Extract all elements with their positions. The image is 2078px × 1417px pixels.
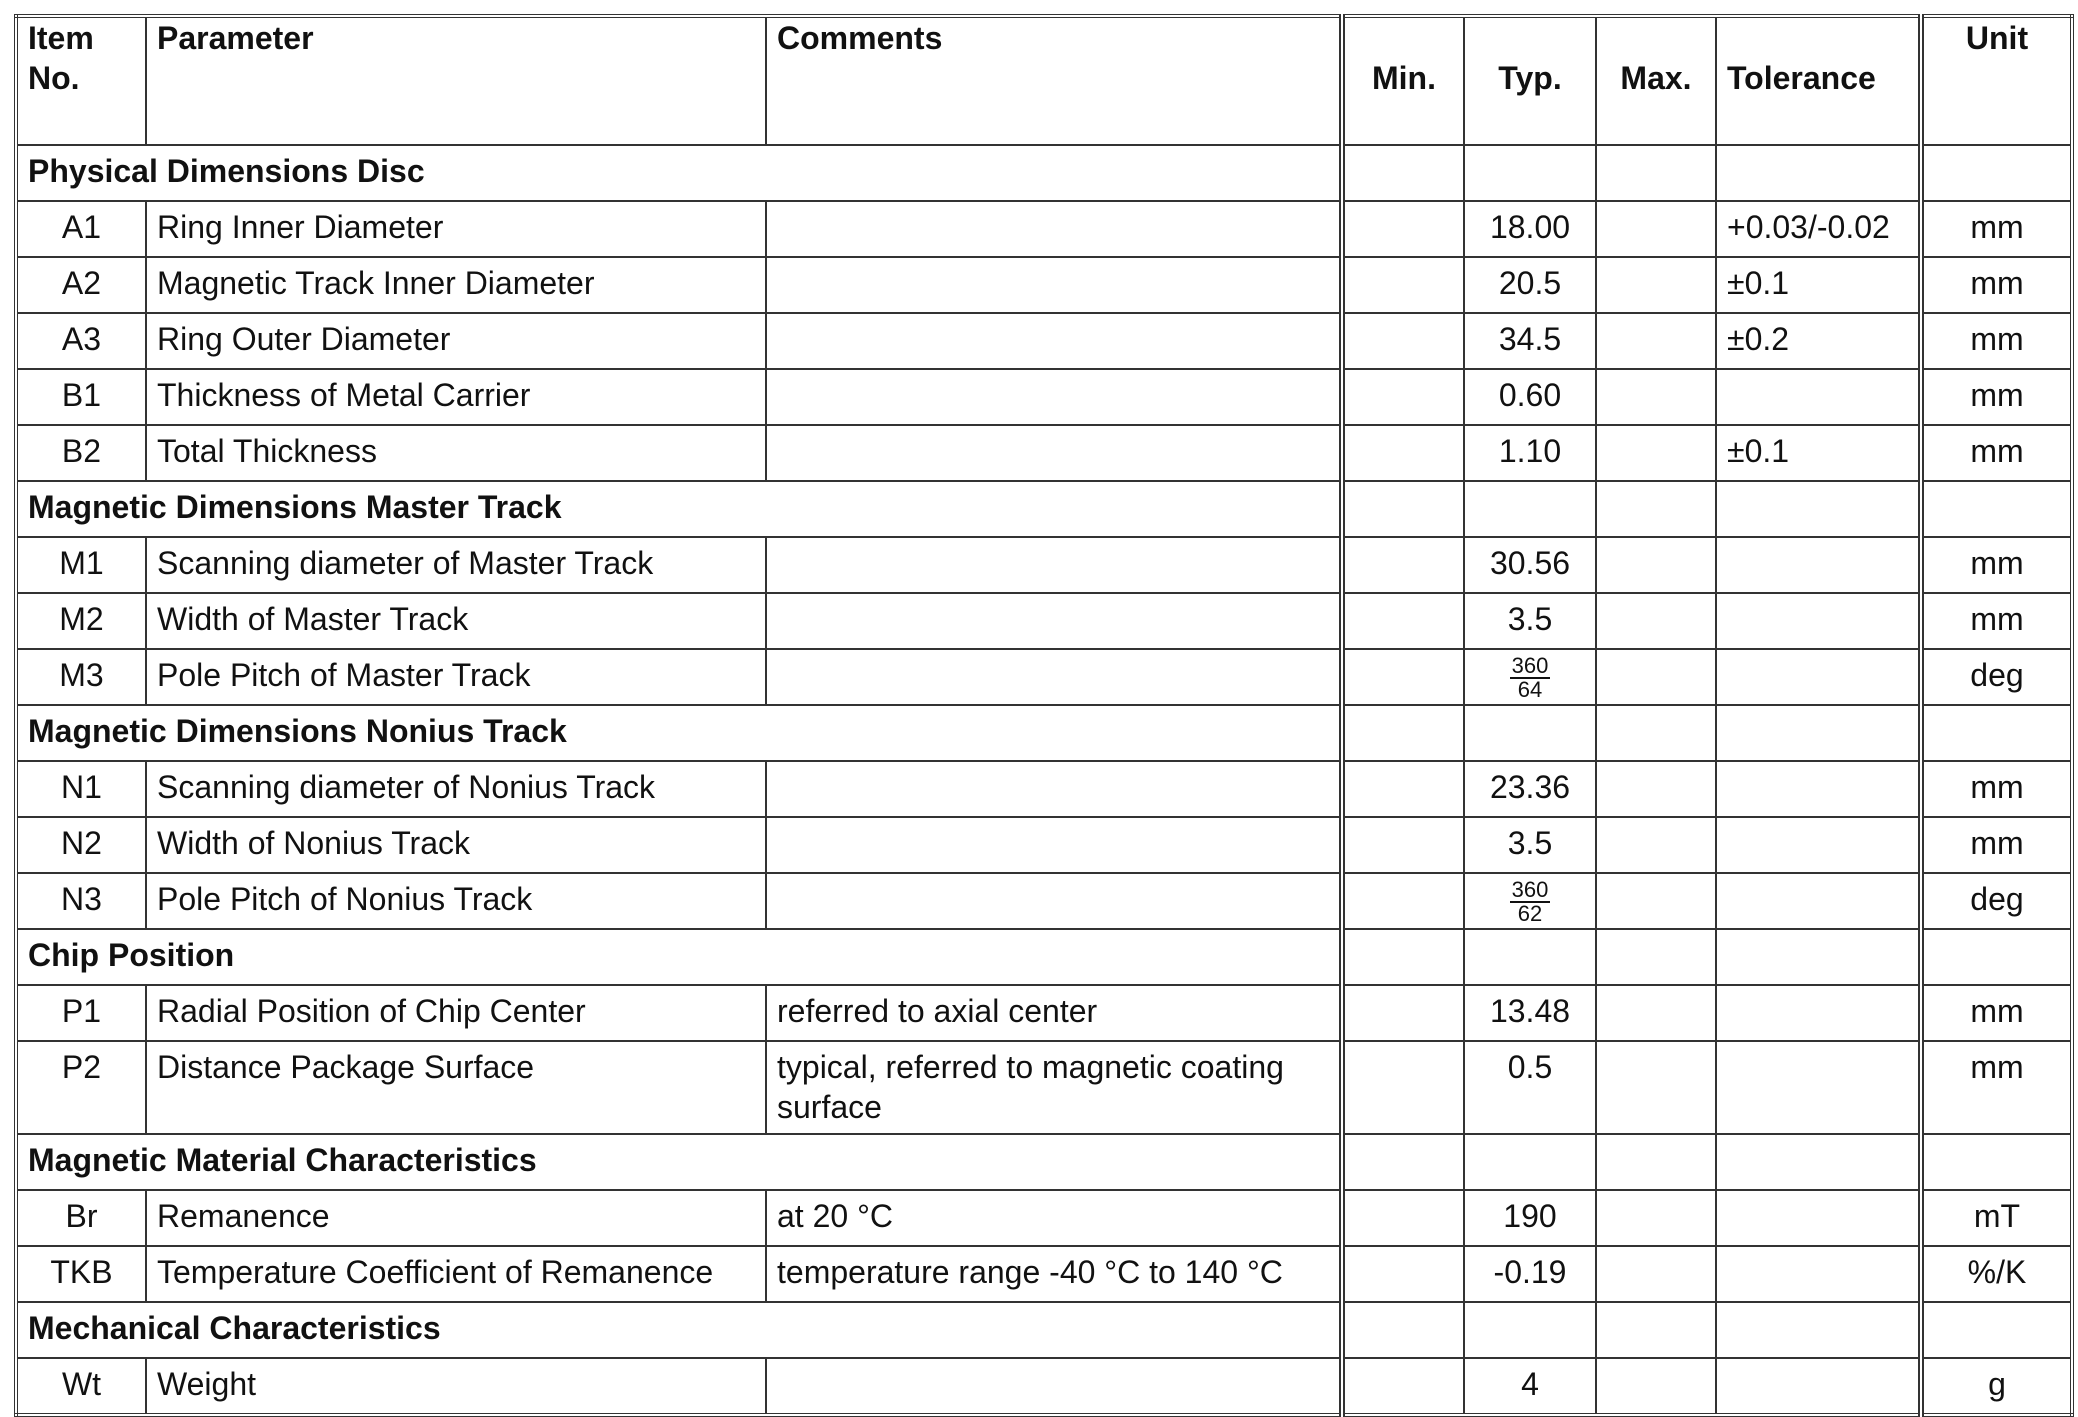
section-header-row [16, 929, 2072, 985]
parameter-cell: Magnetic Track Inner Diameter [146, 257, 766, 313]
min-cell [1342, 1246, 1464, 1302]
unit-cell: mm [1921, 985, 2072, 1041]
typ-cell: 3.5 [1464, 593, 1596, 649]
section-empty-tolerance [1716, 1302, 1921, 1358]
item-no-cell: M2 [16, 593, 146, 649]
unit-cell: mm [1921, 817, 2072, 873]
tolerance-cell [1716, 537, 1921, 593]
typ-cell: 0.5 [1464, 1041, 1596, 1134]
specification-table [14, 14, 2074, 1417]
table-row [16, 369, 2072, 425]
fraction-numerator: 360 [1511, 653, 1549, 678]
comments-cell [766, 201, 1342, 257]
table-row [16, 537, 2072, 593]
section-header-row [16, 1134, 2072, 1190]
max-cell [1596, 1246, 1716, 1302]
section-header-row [16, 481, 2072, 537]
tolerance-cell: +0.03/-0.02 [1716, 201, 1921, 257]
section-empty-tolerance [1716, 1134, 1921, 1190]
header-parameter: Parameter [146, 16, 766, 145]
max-cell [1596, 761, 1716, 817]
min-cell [1342, 649, 1464, 705]
table-row [16, 1246, 2072, 1302]
min-cell [1342, 313, 1464, 369]
section-empty-max [1596, 1302, 1716, 1358]
section-empty-min [1342, 929, 1464, 985]
min-cell [1342, 985, 1464, 1041]
section-empty-typ [1464, 705, 1596, 761]
comments-cell [766, 1358, 1342, 1415]
section-empty-min [1342, 705, 1464, 761]
parameter-cell: Scanning diameter of Nonius Track [146, 761, 766, 817]
parameter-cell: Width of Nonius Track [146, 817, 766, 873]
comments-cell [766, 761, 1342, 817]
unit-cell: mm [1921, 369, 2072, 425]
max-cell [1596, 873, 1716, 929]
unit-cell: deg [1921, 649, 2072, 705]
parameter-cell: Radial Position of Chip Center [146, 985, 766, 1041]
comments-cell [766, 593, 1342, 649]
item-no-cell: N1 [16, 761, 146, 817]
item-no-cell: B1 [16, 369, 146, 425]
unit-cell: deg [1921, 873, 2072, 929]
section-title: Mechanical Characteristics [16, 1302, 1342, 1358]
parameter-cell: Weight [146, 1358, 766, 1415]
max-cell [1596, 593, 1716, 649]
item-no-cell: P2 [16, 1041, 146, 1134]
table-row [16, 1041, 2072, 1134]
max-cell [1596, 313, 1716, 369]
section-empty-min [1342, 481, 1464, 537]
section-header-row [16, 145, 2072, 201]
parameter-cell: Distance Package Surface [146, 1041, 766, 1134]
unit-cell: mm [1921, 201, 2072, 257]
typ-cell [1464, 649, 1596, 705]
parameter-cell: Ring Outer Diameter [146, 313, 766, 369]
section-empty-min [1342, 145, 1464, 201]
section-title: Physical Dimensions Disc [16, 145, 1342, 201]
typ-cell: 0.60 [1464, 369, 1596, 425]
item-no-cell: N2 [16, 817, 146, 873]
unit-cell: mm [1921, 593, 2072, 649]
table-row [16, 985, 2072, 1041]
section-empty-unit [1921, 1302, 2072, 1358]
unit-cell: mT [1921, 1190, 2072, 1246]
min-cell [1342, 817, 1464, 873]
item-no-cell: M3 [16, 649, 146, 705]
tolerance-cell [1716, 369, 1921, 425]
unit-cell: mm [1921, 537, 2072, 593]
section-empty-max [1596, 1134, 1716, 1190]
header-typ: Typ. [1464, 16, 1596, 145]
item-no-cell: A2 [16, 257, 146, 313]
header-tolerance: Tolerance [1716, 16, 1921, 145]
table-row [16, 873, 2072, 929]
comments-cell: at 20 °C [766, 1190, 1342, 1246]
header-min: Min. [1342, 16, 1464, 145]
section-empty-min [1342, 1134, 1464, 1190]
fraction [1510, 879, 1551, 925]
spec-table-container [14, 14, 2070, 1417]
comments-cell [766, 649, 1342, 705]
parameter-cell: Pole Pitch of Master Track [146, 649, 766, 705]
comments-cell: referred to axial center [766, 985, 1342, 1041]
section-header-row [16, 1302, 2072, 1358]
parameter-cell: Scanning diameter of Master Track [146, 537, 766, 593]
comments-cell [766, 873, 1342, 929]
tolerance-cell [1716, 873, 1921, 929]
parameter-cell: Width of Master Track [146, 593, 766, 649]
table-row [16, 1358, 2072, 1415]
tolerance-cell: ±0.1 [1716, 257, 1921, 313]
min-cell [1342, 1190, 1464, 1246]
section-empty-unit [1921, 929, 2072, 985]
tolerance-cell: ±0.1 [1716, 425, 1921, 481]
comments-cell [766, 369, 1342, 425]
unit-cell: mm [1921, 257, 2072, 313]
tolerance-cell [1716, 593, 1921, 649]
table-row [16, 201, 2072, 257]
typ-cell: -0.19 [1464, 1246, 1596, 1302]
item-no-cell: M1 [16, 537, 146, 593]
typ-cell: 18.00 [1464, 201, 1596, 257]
typ-cell: 30.56 [1464, 537, 1596, 593]
table-row [16, 1190, 2072, 1246]
unit-cell: g [1921, 1358, 2072, 1415]
section-title: Chip Position [16, 929, 1342, 985]
min-cell [1342, 369, 1464, 425]
comments-cell [766, 313, 1342, 369]
tolerance-cell [1716, 1358, 1921, 1415]
unit-cell: mm [1921, 761, 2072, 817]
max-cell [1596, 817, 1716, 873]
unit-cell: mm [1921, 425, 2072, 481]
section-empty-min [1342, 1302, 1464, 1358]
header-row [16, 16, 2072, 145]
fraction [1510, 655, 1551, 701]
parameter-cell: Temperature Coefficient of Remanence [146, 1246, 766, 1302]
parameter-cell: Remanence [146, 1190, 766, 1246]
parameter-cell: Pole Pitch of Nonius Track [146, 873, 766, 929]
comments-cell [766, 537, 1342, 593]
typ-cell: 13.48 [1464, 985, 1596, 1041]
max-cell [1596, 1358, 1716, 1415]
item-no-cell: TKB [16, 1246, 146, 1302]
tolerance-cell [1716, 1190, 1921, 1246]
tolerance-cell [1716, 649, 1921, 705]
section-empty-typ [1464, 1302, 1596, 1358]
max-cell [1596, 425, 1716, 481]
comments-cell: temperature range -40 °C to 140 °C [766, 1246, 1342, 1302]
section-empty-unit [1921, 481, 2072, 537]
section-title: Magnetic Dimensions Nonius Track [16, 705, 1342, 761]
typ-cell [1464, 873, 1596, 929]
min-cell [1342, 537, 1464, 593]
parameter-cell: Thickness of Metal Carrier [146, 369, 766, 425]
section-header-row [16, 705, 2072, 761]
min-cell [1342, 873, 1464, 929]
section-empty-typ [1464, 145, 1596, 201]
table-body [16, 145, 2072, 1415]
typ-cell: 23.36 [1464, 761, 1596, 817]
typ-cell: 3.5 [1464, 817, 1596, 873]
typ-cell: 4 [1464, 1358, 1596, 1415]
tolerance-cell [1716, 985, 1921, 1041]
header-max: Max. [1596, 16, 1716, 145]
fraction-denominator: 64 [1517, 677, 1543, 702]
comments-cell [766, 257, 1342, 313]
unit-cell: mm [1921, 1041, 2072, 1134]
max-cell [1596, 985, 1716, 1041]
section-empty-typ [1464, 1134, 1596, 1190]
table-row [16, 649, 2072, 705]
table-row [16, 425, 2072, 481]
section-title: Magnetic Dimensions Master Track [16, 481, 1342, 537]
max-cell [1596, 1041, 1716, 1134]
max-cell [1596, 537, 1716, 593]
item-no-cell: A1 [16, 201, 146, 257]
item-no-cell: Wt [16, 1358, 146, 1415]
table-row [16, 257, 2072, 313]
min-cell [1342, 1041, 1464, 1134]
section-empty-max [1596, 145, 1716, 201]
tolerance-cell [1716, 817, 1921, 873]
min-cell [1342, 257, 1464, 313]
section-empty-unit [1921, 1134, 2072, 1190]
min-cell [1342, 761, 1464, 817]
section-empty-tolerance [1716, 705, 1921, 761]
header-unit: Unit [1921, 16, 2072, 145]
fraction-numerator: 360 [1511, 877, 1549, 902]
min-cell [1342, 593, 1464, 649]
table-row [16, 817, 2072, 873]
max-cell [1596, 649, 1716, 705]
tolerance-cell [1716, 1041, 1921, 1134]
section-empty-max [1596, 705, 1716, 761]
section-empty-typ [1464, 929, 1596, 985]
table-row [16, 761, 2072, 817]
max-cell [1596, 369, 1716, 425]
section-empty-unit [1921, 705, 2072, 761]
unit-cell: mm [1921, 313, 2072, 369]
max-cell [1596, 257, 1716, 313]
fraction-denominator: 62 [1517, 901, 1543, 926]
parameter-cell: Total Thickness [146, 425, 766, 481]
comments-cell [766, 817, 1342, 873]
header-item-no: Item No. [16, 16, 146, 145]
tolerance-cell [1716, 761, 1921, 817]
min-cell [1342, 201, 1464, 257]
comments-cell [766, 425, 1342, 481]
section-empty-typ [1464, 481, 1596, 537]
tolerance-cell [1716, 1246, 1921, 1302]
item-no-cell: B2 [16, 425, 146, 481]
table-row [16, 313, 2072, 369]
typ-cell: 20.5 [1464, 257, 1596, 313]
max-cell [1596, 1190, 1716, 1246]
tolerance-cell: ±0.2 [1716, 313, 1921, 369]
parameter-cell: Ring Inner Diameter [146, 201, 766, 257]
item-no-cell: Br [16, 1190, 146, 1246]
item-no-cell: N3 [16, 873, 146, 929]
max-cell [1596, 201, 1716, 257]
section-title: Magnetic Material Characteristics [16, 1134, 1342, 1190]
section-empty-max [1596, 481, 1716, 537]
typ-cell: 1.10 [1464, 425, 1596, 481]
section-empty-tolerance [1716, 929, 1921, 985]
section-empty-tolerance [1716, 481, 1921, 537]
min-cell [1342, 1358, 1464, 1415]
table-row [16, 593, 2072, 649]
section-empty-max [1596, 929, 1716, 985]
section-empty-unit [1921, 145, 2072, 201]
typ-cell: 190 [1464, 1190, 1596, 1246]
comments-cell: typical, referred to magnetic coating surface [766, 1041, 1342, 1134]
min-cell [1342, 425, 1464, 481]
header-comments: Comments [766, 16, 1342, 145]
unit-cell: %/K [1921, 1246, 2072, 1302]
item-no-cell: P1 [16, 985, 146, 1041]
item-no-cell: A3 [16, 313, 146, 369]
typ-cell: 34.5 [1464, 313, 1596, 369]
section-empty-tolerance [1716, 145, 1921, 201]
